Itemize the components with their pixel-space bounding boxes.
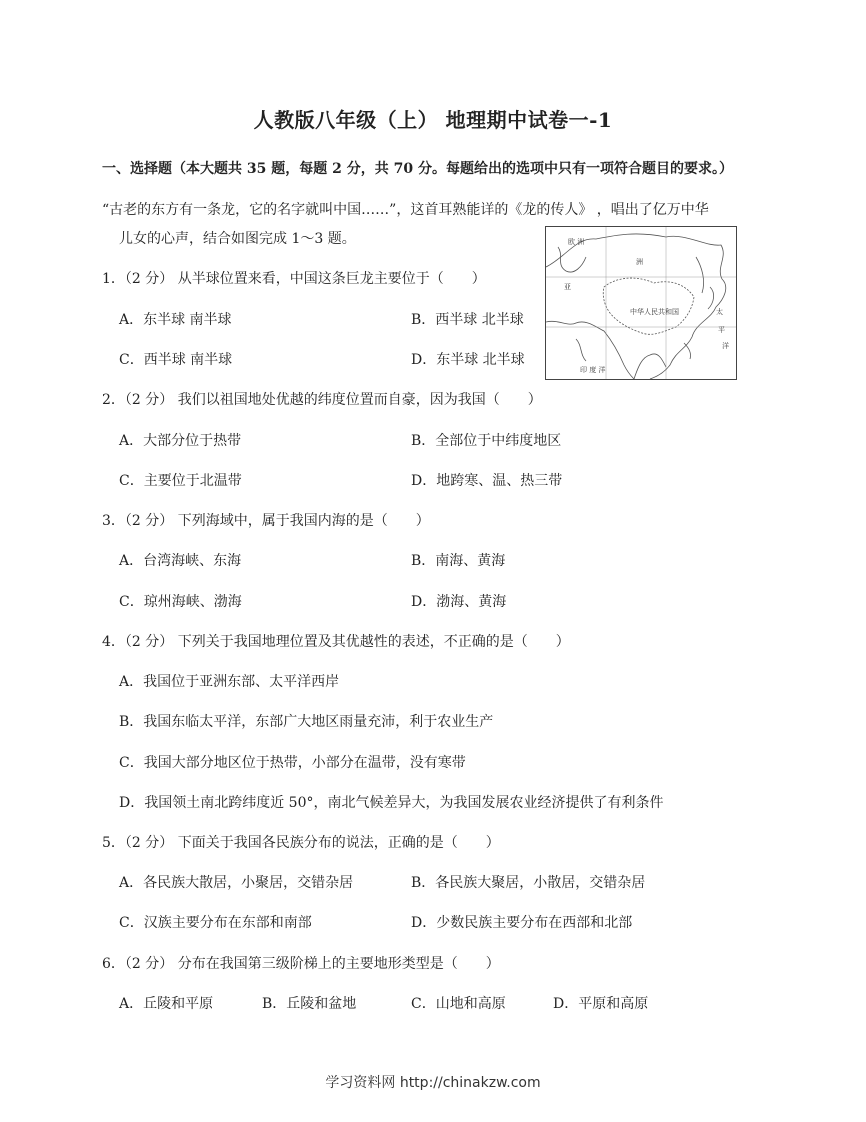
question-3-option-c[interactable]: C．琼州海峡、渤海 xyxy=(119,594,242,610)
question-5-option-c[interactable]: C．汉族主要分布在东部和南部 xyxy=(119,915,312,931)
section-heading: 一、选择题（本大题共 35 题，每题 2 分，共 70 分。每题给出的选项中只有一项符合题目的要求。） xyxy=(102,161,733,177)
question-3-option-a[interactable]: A．台湾海峡、东海 xyxy=(119,553,242,569)
question-5-option-d[interactable]: D．少数民族主要分布在西部和北部 xyxy=(411,915,633,931)
question-5-stem: 5．（2 分） 下面关于我国各民族分布的说法，正确的是（ ） xyxy=(102,835,500,851)
page-title: 人教版八年级（上） 地理期中试卷一-1 xyxy=(253,108,613,132)
map-label-pacific-a: 太 xyxy=(716,308,723,316)
question-1-option-d[interactable]: D．东半球 北半球 xyxy=(411,352,525,368)
question-3-option-b[interactable]: B．南海、黄海 xyxy=(411,553,506,569)
question-4-option-c[interactable]: C．我国大部分地区位于热带，小部分在温带，没有寒带 xyxy=(119,755,466,771)
map-label-europe: 欧 洲 xyxy=(568,238,585,246)
map-outline-graphic xyxy=(546,227,736,379)
question-6-stem: 6．（2 分） 分布在我国第三级阶梯上的主要地形类型是（ ） xyxy=(102,956,500,972)
question-3-option-d[interactable]: D．渤海、黄海 xyxy=(411,594,507,610)
question-6-option-d[interactable]: D．平原和高原 xyxy=(553,996,649,1012)
question-4-stem: 4．（2 分） 下列关于我国地理位置及其优越性的表述，不正确的是（ ） xyxy=(102,634,570,650)
question-1-stem: 1．（2 分） 从半球位置来看，中国这条巨龙主要位于（ ） xyxy=(102,271,486,287)
question-1-option-b[interactable]: B．西半球 北半球 xyxy=(411,312,524,328)
map-label-pacific-b: 平 xyxy=(718,326,725,334)
question-1-option-c[interactable]: C．西半球 南半球 xyxy=(119,352,233,368)
question-4-option-b[interactable]: B．我国东临太平洋，东部广大地区雨量充沛，利于农业生产 xyxy=(119,714,494,730)
question-2-stem: 2．（2 分） 我们以祖国地处优越的纬度位置而自豪，因为我国（ ） xyxy=(102,392,542,408)
intro-line-2: 儿女的心声，结合如图完成 1～3 题。 xyxy=(119,231,356,247)
question-2-option-c[interactable]: C．主要位于北温带 xyxy=(119,473,242,489)
map-label-pacific-c: 洋 xyxy=(722,342,729,350)
question-4-option-d[interactable]: D．我国领土南北跨纬度近 50°，南北气候差异大，为我国发展农业经济提供了有利条件 xyxy=(119,795,664,811)
question-3-stem: 3．（2 分） 下列海域中，属于我国内海的是（ ） xyxy=(102,513,430,529)
question-2-option-a[interactable]: A．大部分位于热带 xyxy=(119,433,242,449)
question-4-option-a[interactable]: A．我国位于亚洲东部、太平洋西岸 xyxy=(119,674,340,690)
map-label-china: 中华人民共和国 xyxy=(630,308,679,316)
asia-map-figure xyxy=(545,226,737,380)
question-6-option-b[interactable]: B．丘陵和盆地 xyxy=(262,996,357,1012)
map-label-asia-a: 亚 xyxy=(564,283,571,291)
question-1-option-a[interactable]: A．东半球 南半球 xyxy=(119,312,232,328)
map-label-asia-b: 洲 xyxy=(636,258,643,266)
question-5-option-a[interactable]: A．各民族大散居，小聚居，交错杂居 xyxy=(119,875,354,891)
question-5-option-b[interactable]: B．各民族大聚居，小散居，交错杂居 xyxy=(411,875,646,891)
intro-line-1: “古老的东方有一条龙，它的名字就叫中国……”，这首耳熟能详的《龙的传人》 ，唱出了亿万中华 xyxy=(102,202,709,218)
question-6-option-c[interactable]: C．山地和高原 xyxy=(411,996,506,1012)
question-2-option-d[interactable]: D．地跨寒、温、热三带 xyxy=(411,473,563,489)
question-6-option-a[interactable]: A．丘陵和平原 xyxy=(119,996,214,1012)
page-footer: 学习资料网 http://chinakzw.com xyxy=(325,1075,541,1091)
map-label-indian-ocean: 印 度 洋 xyxy=(580,366,606,374)
question-2-option-b[interactable]: B．全部位于中纬度地区 xyxy=(411,433,562,449)
